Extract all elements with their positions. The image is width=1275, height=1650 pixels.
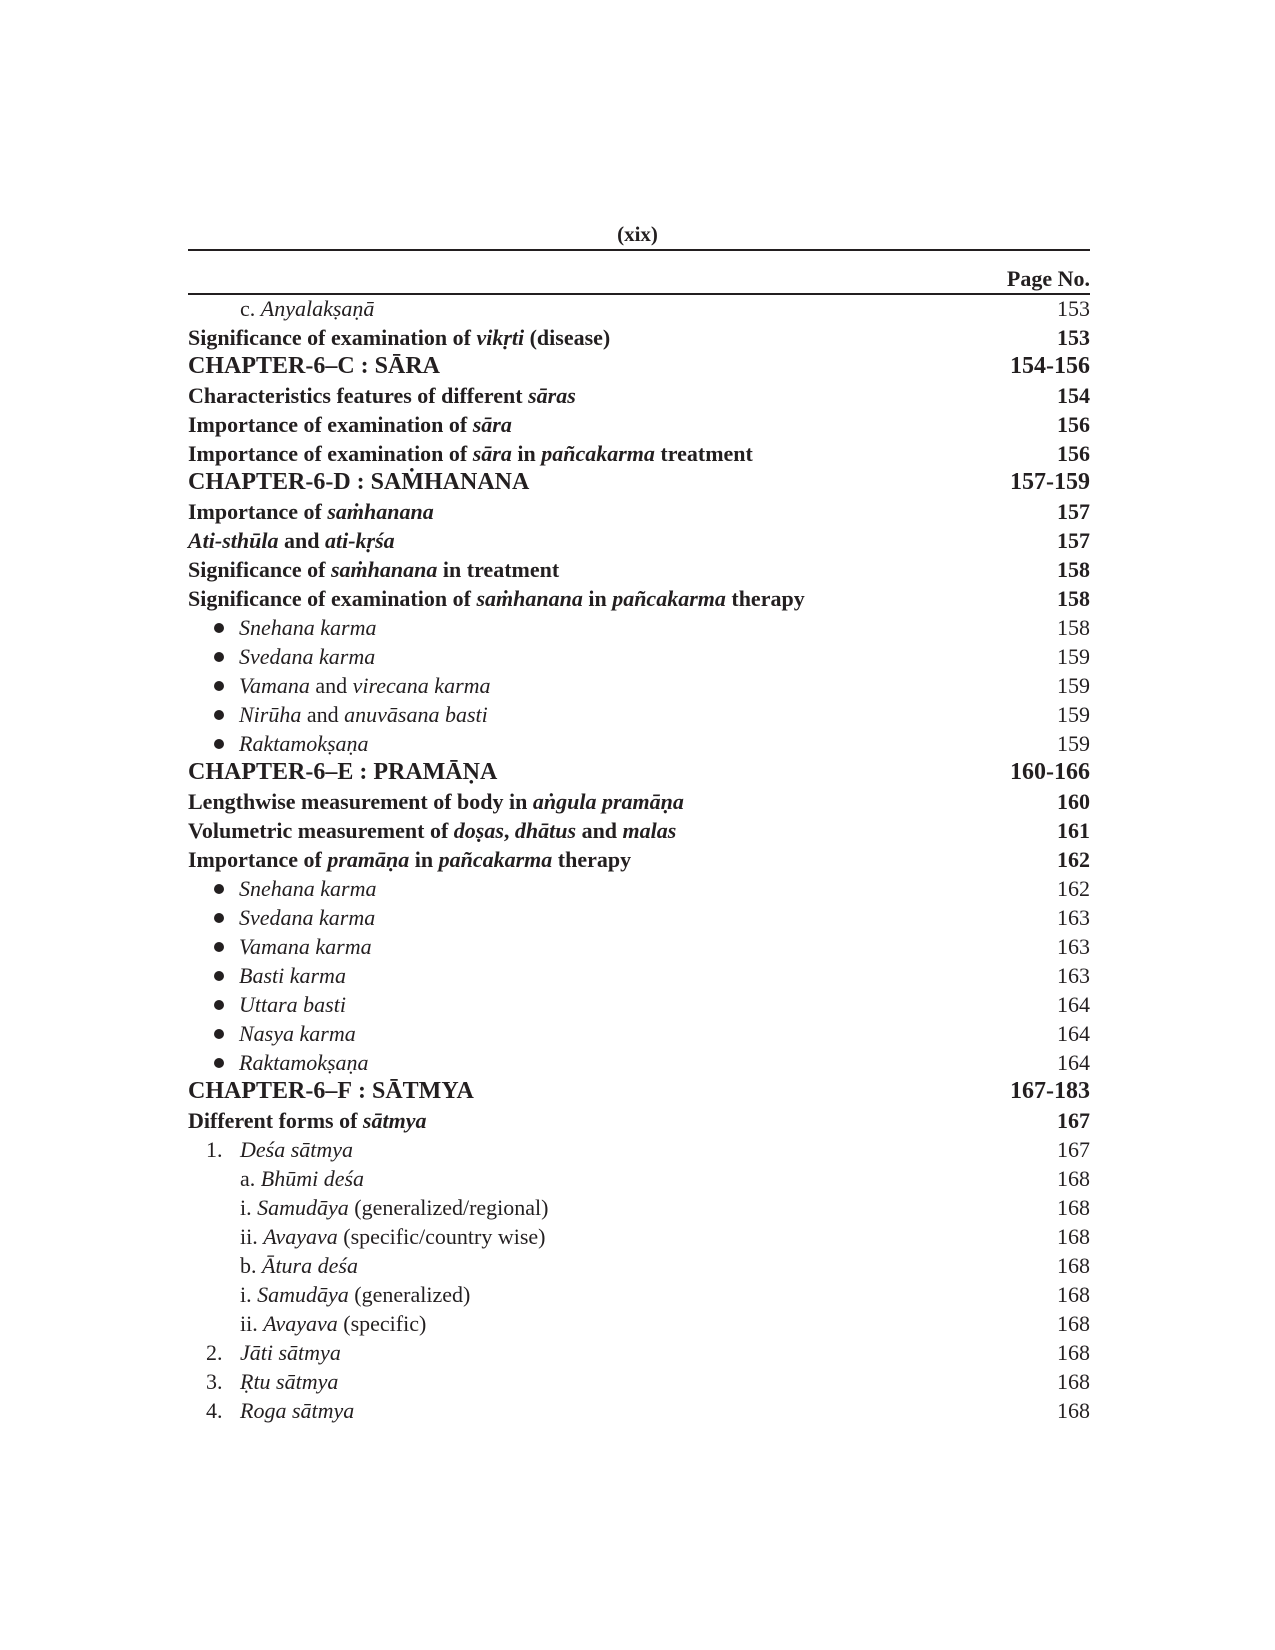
toc-entry-prefix: 1. xyxy=(206,1136,223,1162)
bullet-icon xyxy=(214,652,224,662)
toc-entry-page: 154-156 xyxy=(1010,353,1090,379)
toc-entry-page: 161 xyxy=(1057,817,1090,843)
toc-entry-text: sāra xyxy=(472,411,512,437)
toc-entry-text: , xyxy=(503,817,515,843)
toc-entry-page: 160 xyxy=(1057,788,1090,814)
toc-entry-text: Snehana karma xyxy=(239,875,377,901)
toc-entry xyxy=(188,410,1090,439)
toc-entry-text: Raktamokṣaṇa xyxy=(239,730,369,756)
toc-entry-title xyxy=(188,1078,474,1105)
toc-entry xyxy=(188,845,1090,874)
toc-entry-text: treatment xyxy=(654,440,753,466)
toc-entry xyxy=(188,729,1090,758)
toc-entry xyxy=(188,1106,1090,1135)
toc-entry-prefix: a. xyxy=(240,1165,261,1191)
toc-entry-text: Svedana karma xyxy=(239,643,376,669)
toc-entry-page: 158 xyxy=(1057,585,1090,611)
toc-entry-page: 164 xyxy=(1057,991,1090,1017)
toc-entry-text: anuvāsana basti xyxy=(344,701,488,727)
toc-entry xyxy=(188,381,1090,410)
toc-entry-text: pañcakarma xyxy=(541,440,655,466)
toc-entry-page: 153 xyxy=(1057,324,1090,350)
toc-entry-page: 157 xyxy=(1057,498,1090,524)
toc-entry-text: sātmya xyxy=(362,1107,427,1133)
toc-entry-text: saṁhanana xyxy=(327,498,434,524)
bullet-icon xyxy=(214,710,224,720)
toc-entry xyxy=(188,903,1090,932)
toc-entry xyxy=(188,1019,1090,1048)
toc-entry xyxy=(188,1280,1090,1309)
toc-entry-prefix: 2. xyxy=(206,1339,223,1365)
toc-entry-title xyxy=(188,905,375,931)
toc-entry-text: and xyxy=(576,817,623,843)
bullet-icon xyxy=(214,1000,224,1010)
toc-entry-title xyxy=(188,759,497,786)
toc-entry-text: Volumetric measurement of xyxy=(188,817,454,843)
toc-entry-title xyxy=(188,499,434,525)
toc-entry-title xyxy=(188,1108,426,1134)
toc-entry-text: CHAPTER-6-D : SAṀHANANA xyxy=(188,469,530,495)
toc-entry xyxy=(188,990,1090,1019)
toc-entry-text: pañcakarma xyxy=(612,585,726,611)
toc-entry-title xyxy=(188,1195,549,1221)
toc-entry-title xyxy=(188,441,753,467)
toc-entry-text: Deśa sātmya xyxy=(240,1136,354,1162)
toc-entry-text: and xyxy=(301,701,345,727)
toc-entry xyxy=(188,671,1090,700)
toc-entry-text: CHAPTER-6–C : SĀRA xyxy=(188,353,440,379)
toc-entry-text: ati-kṛśa xyxy=(324,527,395,553)
toc-chapter-heading xyxy=(188,352,1090,381)
toc-entry-text: and xyxy=(278,527,325,553)
bullet-icon xyxy=(214,913,224,923)
toc-entry-text: CHAPTER-6–F : SĀTMYA xyxy=(188,1078,474,1104)
toc-entry-title xyxy=(188,1369,338,1395)
toc-entry-page: 159 xyxy=(1057,643,1090,669)
toc-entry-text: (generalized/regional) xyxy=(348,1194,549,1220)
toc-entry xyxy=(188,526,1090,555)
toc-entry-page: 168 xyxy=(1057,1194,1090,1220)
toc-entry-page: 168 xyxy=(1057,1165,1090,1191)
toc-entry-title xyxy=(188,557,559,583)
toc-entry-page: 168 xyxy=(1057,1397,1090,1423)
toc-entry-text: Avayava xyxy=(263,1223,338,1249)
toc-entry-title xyxy=(188,586,805,612)
toc-entry-prefix: 4. xyxy=(206,1397,223,1423)
toc-entry-text: Importance of examination of xyxy=(188,411,473,437)
toc-entry-title xyxy=(188,1398,354,1424)
toc-entry-text: (specific) xyxy=(337,1310,427,1336)
toc-entry xyxy=(188,584,1090,613)
toc-entry-text: Roga sātmya xyxy=(240,1397,355,1423)
toc-entry-title xyxy=(188,963,346,989)
toc-entry xyxy=(188,1396,1090,1425)
toc-entry-text: dhātus xyxy=(514,817,577,843)
toc-entry-text: pramāṇa xyxy=(327,846,410,872)
toc-entry-page: 167 xyxy=(1057,1107,1090,1133)
toc-entry-prefix: ii. xyxy=(240,1223,264,1249)
toc-entry-prefix: c. xyxy=(240,295,261,321)
toc-entry-title xyxy=(188,934,372,960)
toc-entry-text: Raktamokṣaṇa xyxy=(239,1049,369,1075)
toc-entry-page: 159 xyxy=(1057,672,1090,698)
toc-entry xyxy=(188,816,1090,845)
toc-entry-page: 163 xyxy=(1057,933,1090,959)
toc-entry-title xyxy=(188,325,610,351)
toc-entry-text: virecana karma xyxy=(352,672,491,698)
toc-entry-title xyxy=(188,1253,358,1279)
toc-entry xyxy=(188,642,1090,671)
toc-entry xyxy=(188,787,1090,816)
toc-entry-text: Nirūha xyxy=(239,701,302,727)
toc-entry-text: Uttara basti xyxy=(239,991,346,1017)
toc-entry-page: 160-166 xyxy=(1010,759,1090,785)
toc-entry xyxy=(188,1251,1090,1280)
toc-entry-text: CHAPTER-6–E : PRAMĀṆA xyxy=(188,759,498,785)
toc-entry-title xyxy=(188,702,488,728)
toc-entry-text: therapy xyxy=(552,846,632,872)
toc-entry-page: 159 xyxy=(1057,701,1090,727)
toc-entry-title xyxy=(188,412,512,438)
toc-chapter-heading xyxy=(188,758,1090,787)
toc-entry-text: Basti karma xyxy=(239,962,346,988)
bullet-icon xyxy=(214,623,224,633)
toc-entry-text: saṁhanana xyxy=(476,585,583,611)
toc-entry-title xyxy=(188,789,684,815)
toc-entry-text: (disease) xyxy=(524,324,611,350)
toc-chapter-heading xyxy=(188,1077,1090,1106)
toc-entry-page: 168 xyxy=(1057,1281,1090,1307)
bullet-icon xyxy=(214,739,224,749)
toc-entry xyxy=(188,439,1090,468)
toc-entry-page: 163 xyxy=(1057,904,1090,930)
toc-entry-text: malas xyxy=(622,817,677,843)
toc-entry-text: doṣas xyxy=(453,817,504,843)
table-of-contents xyxy=(188,294,1090,1425)
toc-entry-text: Nasya karma xyxy=(239,1020,356,1046)
toc-entry-text: pañcakarma xyxy=(438,846,553,872)
toc-entry-text: Ṛtu sātmya xyxy=(240,1368,339,1394)
toc-entry-title xyxy=(188,876,376,902)
toc-chapter-heading xyxy=(188,468,1090,497)
toc-entry-text: Anyalakṣaṇā xyxy=(260,295,375,321)
toc-entry-page: 159 xyxy=(1057,730,1090,756)
toc-entry-text: aṅgula pramāṇa xyxy=(532,788,684,814)
toc-entry-text: Significance of xyxy=(188,556,331,582)
toc-entry-text: Lengthwise measurement of body in xyxy=(188,788,533,814)
toc-entry xyxy=(188,613,1090,642)
toc-entry-page: 164 xyxy=(1057,1049,1090,1075)
toc-entry-prefix: 3. xyxy=(206,1368,223,1394)
toc-entry xyxy=(188,555,1090,584)
toc-entry-title xyxy=(188,818,676,844)
toc-entry-text: (generalized) xyxy=(348,1281,471,1307)
toc-entry-text: saṁhanana xyxy=(331,556,438,582)
bullet-icon xyxy=(214,942,224,952)
top-rule xyxy=(188,249,1090,251)
toc-entry-title xyxy=(188,1282,470,1308)
toc-entry-page: 157 xyxy=(1057,527,1090,553)
toc-entry xyxy=(188,323,1090,352)
toc-entry-text: Samudāya xyxy=(257,1281,349,1307)
toc-entry-page: 154 xyxy=(1057,382,1090,408)
toc-entry xyxy=(188,1164,1090,1193)
toc-entry-text: Avayava xyxy=(263,1310,338,1336)
bullet-icon xyxy=(214,1029,224,1039)
toc-entry-text: Jāti sātmya xyxy=(240,1339,341,1365)
toc-entry-page: 167-183 xyxy=(1010,1078,1090,1104)
toc-entry-text: sāra xyxy=(472,440,512,466)
toc-entry-page: 167 xyxy=(1057,1136,1090,1162)
toc-entry-page: 164 xyxy=(1057,1020,1090,1046)
toc-entry-title xyxy=(188,847,631,873)
toc-entry-prefix: b. xyxy=(240,1252,262,1278)
toc-entry-text: and xyxy=(309,672,353,698)
toc-entry xyxy=(188,1309,1090,1338)
page-number: (xix) xyxy=(617,222,658,246)
toc-entry-prefix: ii. xyxy=(240,1310,264,1336)
toc-entry-text: Bhūmi deśa xyxy=(260,1165,365,1191)
toc-entry-page: 162 xyxy=(1057,875,1090,901)
toc-entry-text: Samudāya xyxy=(257,1194,349,1220)
toc-entry-page: 168 xyxy=(1057,1310,1090,1336)
toc-entry-title xyxy=(188,1137,353,1163)
toc-entry xyxy=(188,1367,1090,1396)
toc-entry-title xyxy=(188,644,375,670)
toc-entry-text: Vamana xyxy=(239,672,310,698)
toc-entry-page: 153 xyxy=(1057,295,1090,321)
bullet-icon xyxy=(214,884,224,894)
toc-entry-text: in xyxy=(409,846,439,872)
toc-entry xyxy=(188,932,1090,961)
toc-entry-page: 168 xyxy=(1057,1368,1090,1394)
toc-entry-page: 156 xyxy=(1057,411,1090,437)
toc-entry-text: Vamana karma xyxy=(239,933,372,959)
toc-entry-title xyxy=(188,1021,356,1047)
toc-entry xyxy=(188,961,1090,990)
toc-entry-title xyxy=(188,1311,426,1337)
toc-entry-text: Importance of xyxy=(188,846,328,872)
toc-entry-text: therapy xyxy=(725,585,805,611)
toc-entry-text: (specific/country wise) xyxy=(337,1223,546,1249)
toc-entry-page: 162 xyxy=(1057,846,1090,872)
toc-entry-text: Importance of examination of xyxy=(188,440,473,466)
bullet-icon xyxy=(214,681,224,691)
toc-entry xyxy=(188,874,1090,903)
toc-entry-title xyxy=(188,1340,341,1366)
toc-entry-page: 156 xyxy=(1057,440,1090,466)
toc-entry xyxy=(188,1048,1090,1077)
toc-entry-text: in xyxy=(582,585,613,611)
page-column-header: Page No. xyxy=(1006,266,1090,291)
bullet-icon xyxy=(214,971,224,981)
toc-entry-text: Snehana karma xyxy=(239,614,377,640)
toc-entry xyxy=(188,1135,1090,1164)
toc-entry-text: Ātura deśa xyxy=(262,1252,358,1278)
toc-entry-title xyxy=(188,353,440,380)
toc-entry-page: 163 xyxy=(1057,962,1090,988)
toc-entry-page: 168 xyxy=(1057,1252,1090,1278)
toc-entry-text: vikṛti xyxy=(476,324,525,350)
toc-entry xyxy=(188,294,1090,323)
toc-entry-page: 158 xyxy=(1057,614,1090,640)
toc-entry-text: in treatment xyxy=(437,556,560,582)
toc-entry-prefix: i. xyxy=(240,1194,258,1220)
toc-entry-title xyxy=(188,1224,545,1250)
toc-entry xyxy=(188,497,1090,526)
toc-entry-page: 168 xyxy=(1057,1223,1090,1249)
toc-entry-title xyxy=(188,992,346,1018)
toc-entry-prefix: i. xyxy=(240,1281,258,1307)
toc-entry-title xyxy=(188,296,374,322)
toc-entry-text: sāras xyxy=(528,382,576,408)
toc-entry-text: Ati-sthūla xyxy=(188,527,279,553)
toc-entry-title xyxy=(188,1050,369,1076)
toc-entry-title xyxy=(188,615,376,641)
toc-entry xyxy=(188,1222,1090,1251)
toc-entry-title xyxy=(188,731,369,757)
toc-entry-title xyxy=(188,673,491,699)
bullet-icon xyxy=(214,1058,224,1068)
toc-entry-title xyxy=(188,469,529,496)
toc-entry-page: 158 xyxy=(1057,556,1090,582)
toc-entry-text: in xyxy=(511,440,542,466)
toc-entry-text: Significance of examination of xyxy=(188,585,477,611)
toc-entry-text: Significance of examination of xyxy=(188,324,477,350)
toc-entry-text: Importance of xyxy=(188,498,328,524)
toc-entry xyxy=(188,700,1090,729)
toc-entry-page: 168 xyxy=(1057,1339,1090,1365)
toc-entry-text: Characteristics features of different xyxy=(188,382,529,408)
toc-entry-text: Svedana karma xyxy=(239,904,376,930)
toc-entry xyxy=(188,1193,1090,1222)
toc-entry-page: 157-159 xyxy=(1010,469,1090,495)
toc-entry-title xyxy=(188,1166,364,1192)
toc-entry-title xyxy=(188,383,576,409)
toc-entry-text: Different forms of xyxy=(188,1107,363,1133)
toc-entry-title xyxy=(188,528,395,554)
toc-entry xyxy=(188,1338,1090,1367)
